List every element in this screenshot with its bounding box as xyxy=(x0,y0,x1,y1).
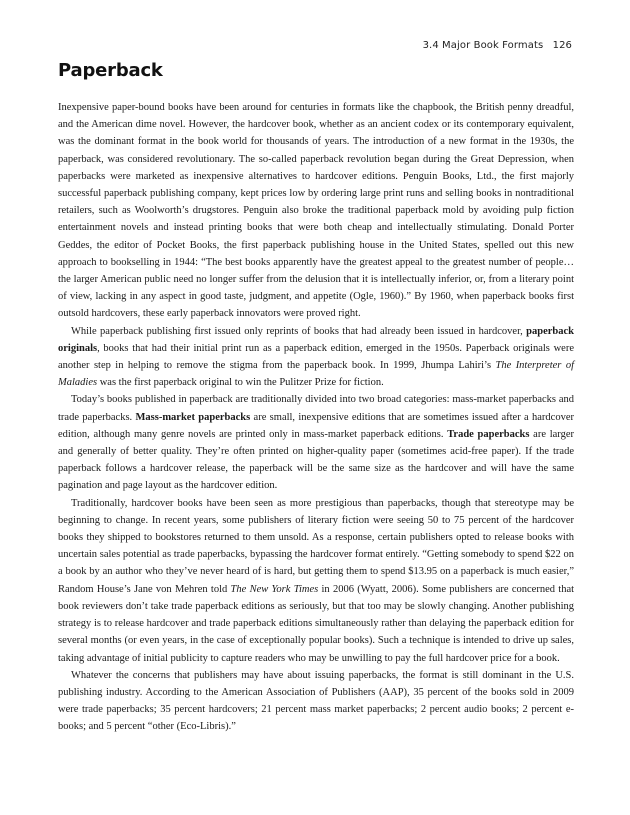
body-text xyxy=(58,99,574,736)
section-title: Paperback xyxy=(58,60,163,81)
paragraph-2-text-c: , books that had their initial print run as a paperback edition, emerged in the 1950s. Paperback originals were another step in helping to remove the stigma from the paperback book. In 1999, Jhumpa Lahiri’s xyxy=(58,342,574,372)
running-header-section: 3.4 Major Book Formats xyxy=(422,40,544,51)
book-title-interpreter-of-maladies: The Interpreter of Maladies xyxy=(58,360,574,389)
paragraph-2 xyxy=(58,323,574,392)
term-trade-paperbacks: Trade paperbacks xyxy=(447,428,530,440)
paragraph-4-text-c: in 2006 (Wyatt, 2006). Some publishers are concerned that book reviewers don’t take trade paperback editions as seriously, but that too may be slowly changing. Another publishing strategy is to release hardcover and trade paperback editions simultaneously rather than delaying the paperback edition for several months (or even years, in the case of exceptionally popular books). Such a technique is intended to drive up sales, taking advantage of initial publicity to capture readers who may be unwilling to pay the full hardcover price for a book. xyxy=(58,583,575,664)
paragraph-3-text-e: are larger and generally of better quality. They’re often printed on higher-quality paper (sometimes acid-free paper). If the trade paperback follows a hardcover release, the paperback will be the same size as the hardcover and will have the same pagination and page layout as the hardcover edition. xyxy=(58,428,575,492)
running-header xyxy=(423,40,572,51)
term-paperback-originals: paperback originals xyxy=(58,325,574,354)
page-number: 126 xyxy=(552,40,572,51)
publication-title-new-york-times: The New York Times xyxy=(230,583,319,595)
paragraph-4 xyxy=(58,495,574,667)
paragraph-5: Whatever the concerns that publishers may have about issuing paperbacks, the format is still dominant in the U.S. publishing industry. According to the American Association of Publishers (AAP), 35 percent of the books sold in 2009 were trade paperbacks; 35 percent hardcovers; 21 percent mass market paperbacks; 2 percent audio books; 2 percent e-books; and 5 percent “other (Eco-Libris).” xyxy=(58,669,574,733)
term-mass-market-paperbacks: Mass-market paperbacks xyxy=(135,411,251,423)
paragraph-2-text-a: While paperback publishing first issued only reprints of books that had already been issued in hardcover, xyxy=(71,325,527,337)
paragraph-4-text-a: Traditionally, hardcover books have been seen as more prestigious than paperbacks, though that stereotype may be beginning to change. In recent years, some publishers of literary fiction were seeing 50 to 75 percent of the hardcover books they shipped to bookstores returned to them unsold. As a response, certain publishers opted to release books with uncertain sales potential as trade paperbacks, bypassing the hardcover format entirely. “Getting somebody to spend $22 on a book by an author who they’ve never heard of is hard, but getting them to spend $13.95 on a paperback is much easier,” Random House’s Jane von Mehren told xyxy=(58,497,574,595)
paragraph-3-text-a: Today’s books published in paperback are traditionally divided into two broad categories: mass-market paperbacks and trade paperbacks. xyxy=(58,394,574,423)
paragraph-3-text-c: are small, inexpensive editions that are sometimes issued after a hardcover edition, although many genre novels are printed only in mass-market paperback editions. xyxy=(58,411,574,440)
paragraph-2-text-e: was the first paperback original to win the Pulitzer Prize for fiction. xyxy=(97,377,384,389)
paragraph-3 xyxy=(58,391,574,494)
paragraph-1: Inexpensive paper-bound books have been around for centuries in formats like the chapbook, the British penny dreadful, and the American dime novel. However, the hardcover book, whether as an ancient codex or its contemporary equivalent, was the dominant format in the book world for thousands of years. The introduction of a new format in the 1930s, the paperback, was considered revolutionary. The so-called paperback revolution began during the Great Depression, when paperbacks were marketed as inexpensive alternatives to hardcover editions. Penguin Books, Ltd., the first majorly successful paperback publishing company, kept prices low by ordering large print runs and selling books in nontraditional retailers, such as Woolworth’s drugstores. Penguin also broke the traditional paperback mold by avoiding pulp fiction entertainment novels and instead printing books that were both cheap and intellectually stimulating. Donald Porter Geddes, the editor of Pocket Books, the first paperback publishing house in the United States, spelled out this new approach to bookselling in 1944: “The best books apparently have the greatest appeal to the greatest number of people…the larger American public need no longer suffer from the delusion that it is intellectually inferior, or, from a literary point of view, lacking in any aspect in good taste, judgment, and appetite (Ogle, 1960).” By 1960, when paperback books first outsold hardcovers, these early paperback innovators were proved right. xyxy=(58,102,574,320)
